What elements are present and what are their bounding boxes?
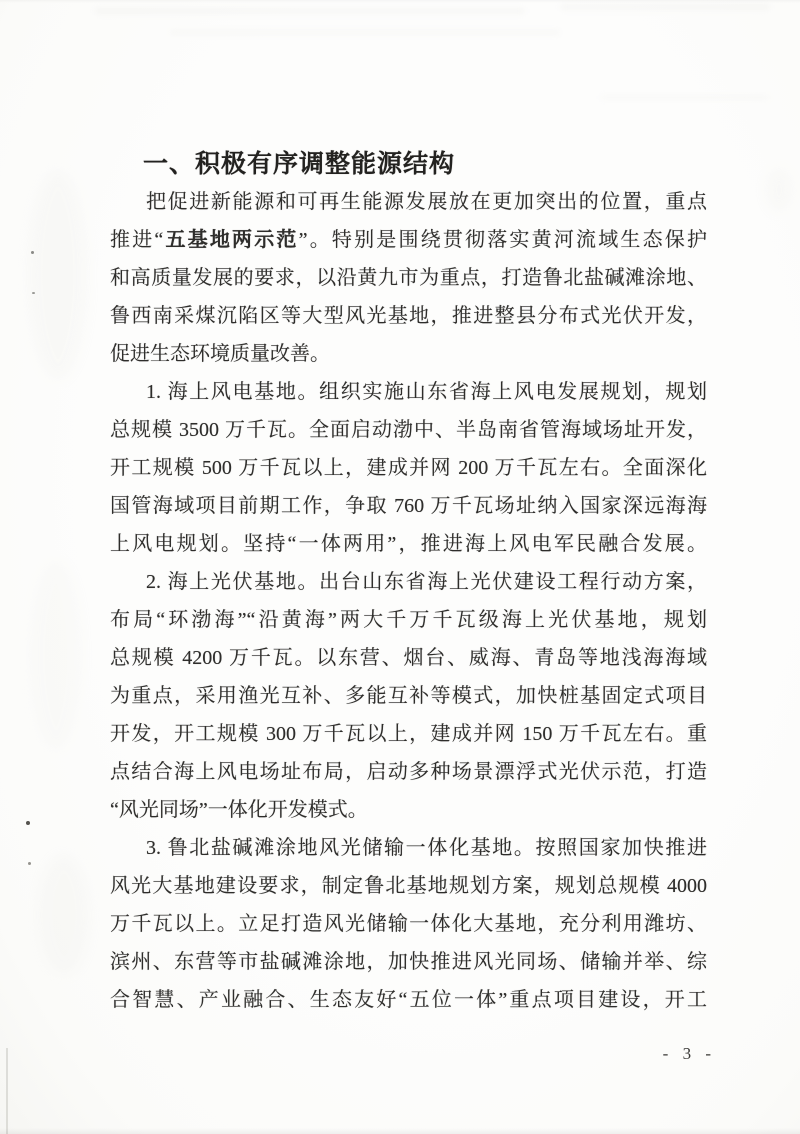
text-line bbox=[110, 183, 707, 221]
scan-artifact-streak bbox=[600, 95, 770, 100]
text-segment: 总规模 3500 万千瓦。全面启动渤中、半岛南省管海域场址开发， bbox=[110, 419, 707, 441]
text-line bbox=[110, 487, 707, 525]
text-segment: 把促进新能源和可再生能源发展放在更加突出的位置，重点 bbox=[146, 191, 707, 213]
text-segment: 和高质量发展的要求，以沿黄九市为重点，打造鲁北盐碱滩涂地、 bbox=[110, 267, 707, 289]
text-line bbox=[110, 829, 707, 867]
scan-artifact-smudge bbox=[766, 168, 792, 212]
scan-artifact-streak bbox=[95, 8, 525, 14]
text-segment: 上风电规划。坚持“一体两用”，推进海上风电军民融合发展。 bbox=[110, 533, 707, 555]
text-line bbox=[110, 259, 707, 297]
text-segment: 滨州、东营等市盐碱滩涂地，加快推进风光同场、储输并举、综 bbox=[110, 951, 707, 973]
document-body bbox=[110, 183, 707, 1019]
scan-artifact-streak bbox=[560, 4, 770, 10]
text-line bbox=[110, 221, 707, 259]
text-segment: 促进生态环境质量改善。 bbox=[110, 343, 330, 365]
paper-edge-bottom bbox=[0, 1128, 800, 1134]
text-line bbox=[110, 905, 707, 943]
text-line bbox=[110, 867, 707, 905]
document-content bbox=[110, 150, 707, 1019]
text-segment: 开工规模 500 万千瓦以上，建成并网 200 万千瓦左右。全面深化 bbox=[110, 457, 707, 479]
emphasized-text: 五基地两示范 bbox=[163, 229, 299, 251]
text-segment: 万千瓦以上。立足打造风光储输一体化大基地，充分利用潍坊、 bbox=[110, 913, 707, 935]
text-segment: 开发，开工规模 300 万千瓦以上，建成并网 150 万千瓦左右。重 bbox=[110, 723, 707, 745]
text-segment: ”。特别是围绕贯彻落实黄河流域生态保护 bbox=[298, 229, 707, 251]
text-line bbox=[110, 601, 707, 639]
text-line bbox=[110, 411, 707, 449]
text-line bbox=[110, 677, 707, 715]
text-line bbox=[110, 373, 707, 411]
text-line bbox=[110, 525, 707, 563]
text-line bbox=[110, 639, 707, 677]
page-number: - 3 - bbox=[662, 1044, 716, 1063]
scan-artifact-speck bbox=[28, 862, 31, 865]
text-segment: 推进“ bbox=[110, 229, 164, 251]
text-segment: 3. 鲁北盐碱滩涂地风光储输一体化基地。按照国家加快推进 bbox=[146, 837, 707, 859]
text-segment: “风光同场”一体化开发模式。 bbox=[110, 799, 368, 821]
text-line bbox=[110, 297, 707, 335]
text-line bbox=[110, 791, 707, 829]
text-segment: 1. 海上风电基地。组织实施山东省海上风电发展规划，规划 bbox=[146, 381, 707, 403]
text-segment: 2. 海上光伏基地。出台山东省海上光伏建设工程行动方案， bbox=[146, 571, 707, 593]
paper-edge-top bbox=[0, 0, 800, 3]
scan-artifact-speck bbox=[26, 821, 30, 825]
text-segment: 国管海域项目前期工作，争取 760 万千瓦场址纳入国家深远海海 bbox=[110, 495, 707, 517]
text-line bbox=[110, 715, 707, 753]
scan-artifact-speck bbox=[32, 292, 35, 294]
text-line bbox=[110, 943, 707, 981]
scan-fold-line bbox=[6, 1048, 8, 1134]
scan-artifact-smudge bbox=[38, 855, 90, 975]
scan-artifact-streak bbox=[170, 30, 560, 35]
text-segment: 总规模 4200 万千瓦。以东营、烟台、威海、青岛等地浅海海域 bbox=[110, 647, 707, 669]
text-line bbox=[110, 449, 707, 487]
text-line bbox=[110, 335, 707, 373]
text-segment: 鲁西南采煤沉陷区等大型风光基地，推进整县分布式光伏开发， bbox=[110, 305, 707, 327]
text-line bbox=[110, 753, 707, 791]
scan-artifact-smudge bbox=[30, 560, 82, 750]
text-segment: 合智慧、产业融合、生态友好“五位一体”重点项目建设，开工 bbox=[110, 989, 707, 1011]
text-segment: 布局“环渤海”“沿黄海”两大千万千瓦级海上光伏基地，规划 bbox=[110, 609, 707, 631]
text-line bbox=[110, 563, 707, 601]
section-heading: 一、积极有序调整能源结构 bbox=[143, 151, 456, 178]
text-segment: 为重点，采用渔光互补、多能互补等模式，加快桩基固定式项目 bbox=[110, 685, 707, 707]
scan-artifact-smudge bbox=[28, 170, 88, 380]
scan-artifact-speck bbox=[31, 251, 34, 254]
text-segment: 点结合海上风电场址布局，启动多种场景漂浮式光伏示范，打造 bbox=[110, 761, 707, 783]
text-line bbox=[110, 981, 707, 1019]
text-segment: 风光大基地建设要求，制定鲁北基地规划方案，规划总规模 4000 bbox=[110, 875, 707, 897]
